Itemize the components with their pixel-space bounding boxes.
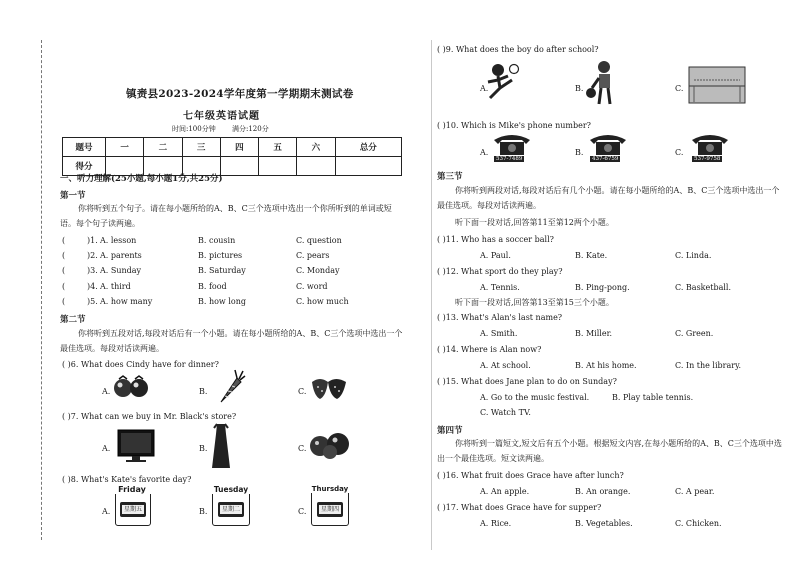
question-10: ( )10. Which is Mike's phone number? (437, 121, 591, 130)
answer-paren[interactable]: ( (62, 297, 66, 306)
day-sign-label: Friday (112, 485, 152, 494)
question-number: )2. (87, 251, 98, 260)
option-b: B. At his home. (575, 361, 637, 370)
option-a: A. third (100, 282, 131, 291)
option-b: B. (199, 507, 208, 516)
question-17: ( )17. What does Grace have for supper? (437, 503, 602, 512)
option-a: A. (102, 507, 111, 516)
section4-instruction: 你将听到一篇短文,短文后有五个小题。根据短文内容,在每小题所给的A、B、C三个选项中选出一个最佳选项。短文读两遍。 (437, 439, 782, 463)
option-b: B. Play table tennis. (612, 393, 694, 402)
telephone-icon (588, 132, 628, 156)
boy-playing-basketball-icon (584, 60, 618, 108)
option-c: C. (298, 507, 307, 516)
day-sign-label: Tuesday (209, 485, 253, 494)
phone-number-label: 537-7489 (496, 156, 523, 162)
option-c: C. question (296, 236, 342, 245)
question-6: ( )6. What does Cindy have for dinner? (62, 360, 219, 369)
section4-heading: 第四节 (437, 426, 463, 436)
question-12: ( )12. What sport do they play? (437, 267, 563, 276)
option-c: C. Monday (296, 266, 340, 275)
question-14: ( )14. Where is Alan now? (437, 345, 542, 354)
option-c: C. Linda. (675, 251, 712, 260)
answer-paren[interactable]: ( (62, 282, 66, 291)
carrot-icon (215, 368, 245, 403)
option-b: B. An orange. (575, 487, 631, 496)
option-c: C. how much (296, 297, 349, 306)
phone-number-label: 537-9758 (694, 156, 721, 162)
day-cn-label: 星期五 (123, 506, 142, 513)
time-info: 时间:100分钟 (172, 125, 216, 133)
question-16: ( )16. What fruit does Grace have after lunch? (437, 471, 624, 480)
option-c: C. (675, 84, 684, 93)
tv-icon (116, 428, 156, 464)
answer-paren[interactable]: ( (62, 236, 66, 245)
option-a: A. parents (100, 251, 142, 260)
option-b: B. how long (198, 297, 246, 306)
option-b: B. (199, 444, 208, 453)
answer-paren[interactable]: ( (62, 251, 66, 260)
option-b: B. (575, 148, 584, 157)
tomatoes-icon (112, 372, 152, 400)
day-cn-label: 星期四 (320, 506, 339, 513)
question-8: ( )8. What's Kate's favorite day? (62, 475, 192, 484)
binding-margin-line (41, 40, 42, 540)
option-a: A. Smith. (480, 329, 518, 338)
score-table-header-row (63, 138, 402, 157)
option-a: A. (102, 387, 111, 396)
section2-instruction: 你将听到五段对话,每段对话后有一个小题。请在每小题所给的A、B、C三个选项中选出一个最佳选项。每段对话读两遍。 (60, 329, 403, 353)
day-cn-label: 星期二 (221, 506, 240, 513)
tennis-court-icon (688, 66, 746, 104)
telephone-icon (492, 132, 532, 156)
question-9: ( )9. What does the boy do after school? (437, 45, 599, 54)
question-number: )1. (87, 236, 98, 245)
section3-heading: 第三节 (437, 172, 463, 182)
score-cell: 一 (106, 138, 144, 157)
option-a: A. Paul. (480, 251, 511, 260)
question-number: )3. (87, 266, 98, 275)
section2-heading: 第二节 (60, 315, 86, 325)
option-c: C. pears (296, 251, 330, 260)
exam-title: 镇赉县2023-2024学年度第一学期期末测试卷 (126, 88, 354, 100)
section1-heading: 第一节 (60, 191, 86, 201)
score-input-cell[interactable] (297, 157, 335, 176)
option-c: C. (298, 387, 307, 396)
option-b: B. Miller. (575, 329, 613, 338)
score-input-cell[interactable] (335, 157, 402, 176)
question-7: ( )7. What can we buy in Mr. Black's store? (62, 412, 237, 421)
option-c: C. Green. (675, 329, 714, 338)
day-card-tuesday (212, 485, 250, 526)
score-cell: 题号 (63, 138, 106, 157)
option-c: C. Watch TV. (480, 408, 531, 417)
score-table (62, 137, 402, 176)
question-number: )4. (87, 282, 98, 291)
phone-number-label: 437-6759 (592, 156, 619, 162)
score-cell: 五 (259, 138, 297, 157)
question-number: )5. (87, 297, 98, 306)
option-b: B. food (198, 282, 227, 291)
section3-instruction: 你将听到两段对话,每段对话后有几个小题。请在每小题所给的A、B、C三个选项中选出一个最佳选项。每段对话读两遍。 (437, 186, 780, 210)
option-b: B. Ping-pong. (575, 283, 630, 292)
question-13: ( )13. What's Alan's last name? (437, 313, 563, 322)
question-15: ( )15. What does Jane plan to do on Sunday? (437, 377, 617, 386)
option-a: A. lesson (100, 236, 137, 245)
section1-instruction: 你将听到五个句子。请在每小题所给的A、B、C三个选项中选出一个你所听到的单词或短语。每个句子读两遍。 (60, 204, 392, 228)
option-a: A. how many (100, 297, 153, 306)
score-cell: 总分 (335, 138, 402, 157)
option-a: A. Sunday (100, 266, 142, 275)
option-b: B. Saturday (198, 266, 246, 275)
option-c: C. word (296, 282, 328, 291)
score-info: 满分:120分 (232, 125, 269, 133)
option-b: B. (575, 84, 584, 93)
option-b: B. cousin (198, 236, 236, 245)
dialogue-intro-2: 听下面一段对话,回答第13至第15三个小题。 (455, 298, 614, 307)
fruits-icon (308, 428, 352, 460)
score-cell: 四 (220, 138, 258, 157)
telephone-icon (690, 132, 730, 156)
option-a: A. An apple. (480, 487, 530, 496)
option-a: A. Tennis. (480, 283, 520, 292)
score-input-cell[interactable] (220, 157, 258, 176)
score-input-cell[interactable] (259, 157, 297, 176)
score-cell: 六 (297, 138, 335, 157)
option-b: B. pictures (198, 251, 243, 260)
option-a: A. At school. (480, 361, 531, 370)
score-cell: 得分 (63, 157, 106, 176)
part1-heading: 一、听力理解(25小题,每小题1分,共25分) (60, 174, 223, 184)
question-11: ( )11. Who has a soccer ball? (437, 235, 554, 244)
strawberries-icon (308, 374, 350, 400)
option-a: A. Go to the music festival. (480, 393, 590, 402)
option-c: C. In the library. (675, 361, 742, 370)
option-b: B. Vegetables. (575, 519, 633, 528)
option-b: B. Kate. (575, 251, 608, 260)
day-card-thursday (311, 485, 349, 526)
option-b: B. (199, 387, 208, 396)
option-c: C. (298, 444, 307, 453)
option-c: C. Chicken. (675, 519, 722, 528)
option-c: C. (675, 148, 684, 157)
option-a: A. (480, 84, 489, 93)
option-c: C. Basketball. (675, 283, 732, 292)
day-sign-label: Thursday (306, 485, 354, 493)
option-a: A. (102, 444, 111, 453)
boy-playing-soccer-icon (484, 62, 520, 104)
dress-icon (208, 422, 234, 470)
dialogue-intro-1: 听下面一段对话,回答第11至第12两个小题。 (455, 218, 614, 227)
option-c: C. A pear. (675, 487, 715, 496)
score-cell: 三 (182, 138, 220, 157)
answer-paren[interactable]: ( (62, 266, 66, 275)
option-a: A. Rice. (480, 519, 512, 528)
day-card-friday (115, 485, 151, 526)
score-cell: 二 (144, 138, 182, 157)
option-a: A. (480, 148, 489, 157)
column-divider (431, 40, 432, 550)
exam-subtitle: 七年级英语试题 (183, 111, 260, 122)
